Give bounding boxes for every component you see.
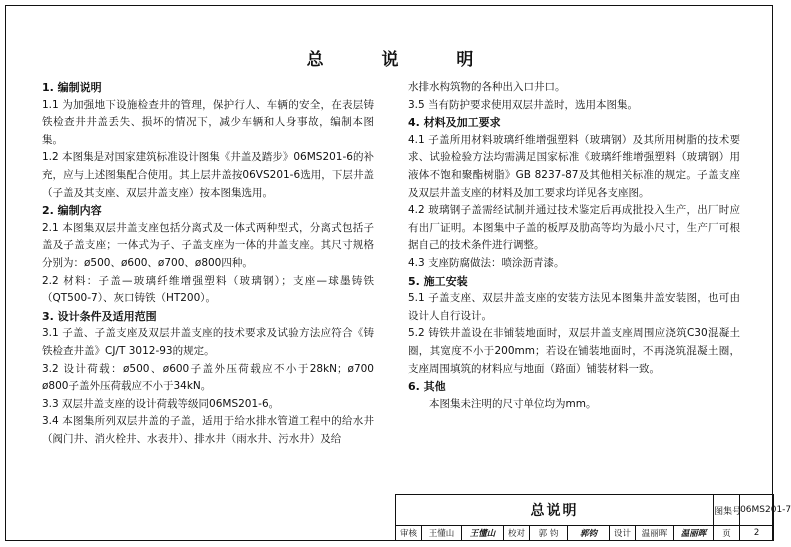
section-1-heading: 1. 编制说明	[42, 81, 102, 94]
section-3-heading: 3. 设计条件及适用范围	[42, 309, 157, 323]
section-3-1: 3.1 子盖、子盖支座及双层井盖支座的技术要求及试验方法应符合《铸铁检查井盖》CJ/T 3012-93的规定。	[42, 327, 374, 357]
designer-signature: 温丽晖	[674, 526, 714, 541]
section-6-heading: 6. 其他	[408, 380, 446, 394]
title-block	[395, 494, 791, 541]
designer-name: 温丽晖	[636, 526, 674, 541]
page-number: 2	[740, 526, 774, 541]
section-1-1: 1.1 为加强地下设施检查井的管理，保护行人、车辆的安全，在表层铸铁检查井井盖丢失、损坏的情况下，减少车辆和人身事故，编制本图集。	[42, 98, 374, 146]
atlas-number: 06MS201-7	[740, 495, 774, 526]
checker-name: 郭 钧	[530, 526, 568, 541]
section-2-2: 2.2 材料：子盖—玻璃纤维增强塑料（玻璃钢）；支座—球墨铸铁（QT500-7）、灰口铸铁（HT200）。	[42, 274, 374, 305]
section-4-2: 4.2 玻璃钢子盖需经试制并通过技术鉴定后再成批投入生产，出厂时应有出厂证明。本图集中子盖的板厚及肋高等均为最小尺寸，生产厂可根据自己的技术条件进行调整。	[408, 204, 740, 252]
section-3-4: 3.4 本图集所列双层井盖的子盖，适用于给水排水管道工程中的给水井（阀门井、消火栓井、水表井）、排水井（雨水井、污水井）及给	[42, 415, 374, 445]
section-2-1: 2.1 本图集双层井盖支座包括分离式及一体式两种型式，分离式包括子盖及子盖支座；一体式为子、子盖支座为一体的井盖支座。其尺寸规格分别为：ø500、ø600、ø700、ø800四种。	[42, 221, 374, 269]
check-label: 校对	[504, 526, 530, 541]
section-4-3: 4.3 支座防腐做法：喷涂沥青漆。	[408, 256, 565, 269]
title-block-name: 总说明	[396, 495, 714, 526]
section-3-4-continued: 水排水构筑物的各种出入口井口。	[408, 81, 566, 93]
section-3-2: 3.2 设计荷载：ø500、ø600子盖外压荷载应不小于28kN；ø700 ø800子盖外压荷载应不小于34kN。	[42, 362, 374, 393]
reviewer-signature: 王懂山	[462, 526, 504, 541]
section-5-heading: 5. 施工安装	[408, 274, 468, 288]
section-6-1: 本图集未注明的尺寸单位均为mm。	[429, 397, 597, 410]
section-1-2: 1.2 本图集是对国家建筑标准设计图集《井盖及踏步》06MS201-6的补充，应与上述图集配合使用。其上层井盖按06VS201-6选用，下层井盖（子盖及其支座、双层井盖支座）按本图集选用。	[42, 151, 374, 199]
design-label: 设计	[610, 526, 636, 541]
checker-signature: 郭钧	[568, 526, 610, 541]
page-title: 总 说 明	[306, 50, 500, 70]
page-label: 页	[714, 526, 740, 541]
reviewer-name: 王懂山	[422, 526, 462, 541]
section-5-1: 5.1 子盖支座、双层井盖支座的安装方法见本图集井盖安装图，也可由设计人自行设计。	[408, 292, 740, 322]
section-3-3: 3.3 双层井盖支座的设计荷载等级同06MS201-6。	[42, 397, 280, 410]
section-2-heading: 2. 编制内容	[42, 204, 102, 218]
right-column	[408, 79, 740, 413]
atlas-number-label: 图集号	[714, 495, 740, 526]
section-4-1: 4.1 子盖所用材料玻璃纤维增强塑料（玻璃钢）及其所用树脂的技术要求、试验检验方法均需满足国家标准《玻璃纤维增强塑料（玻璃钢）用液体不饱和聚酯树脂》GB 8237-87及其他相关标准的规定。子盖支座及双层井盖支座的材料及加工要求均详见各支座图。	[408, 133, 740, 199]
review-label: 审核	[396, 526, 422, 541]
left-column	[42, 79, 374, 448]
section-3-5: 3.5 当有防护要求使用双层井盖时，选用本图集。	[408, 98, 639, 111]
section-5-2: 5.2 铸铁井盖设在非铺装地面时，双层井盖支座周围应浇筑C30混凝土圈，其宽度不小于200mm；若设在铺装地面时，不再浇筑混凝土圈，支座周围填筑的材料应与地面（路面）铺装材料一致。	[408, 327, 740, 375]
section-4-heading: 4. 材料及加工要求	[408, 116, 501, 130]
